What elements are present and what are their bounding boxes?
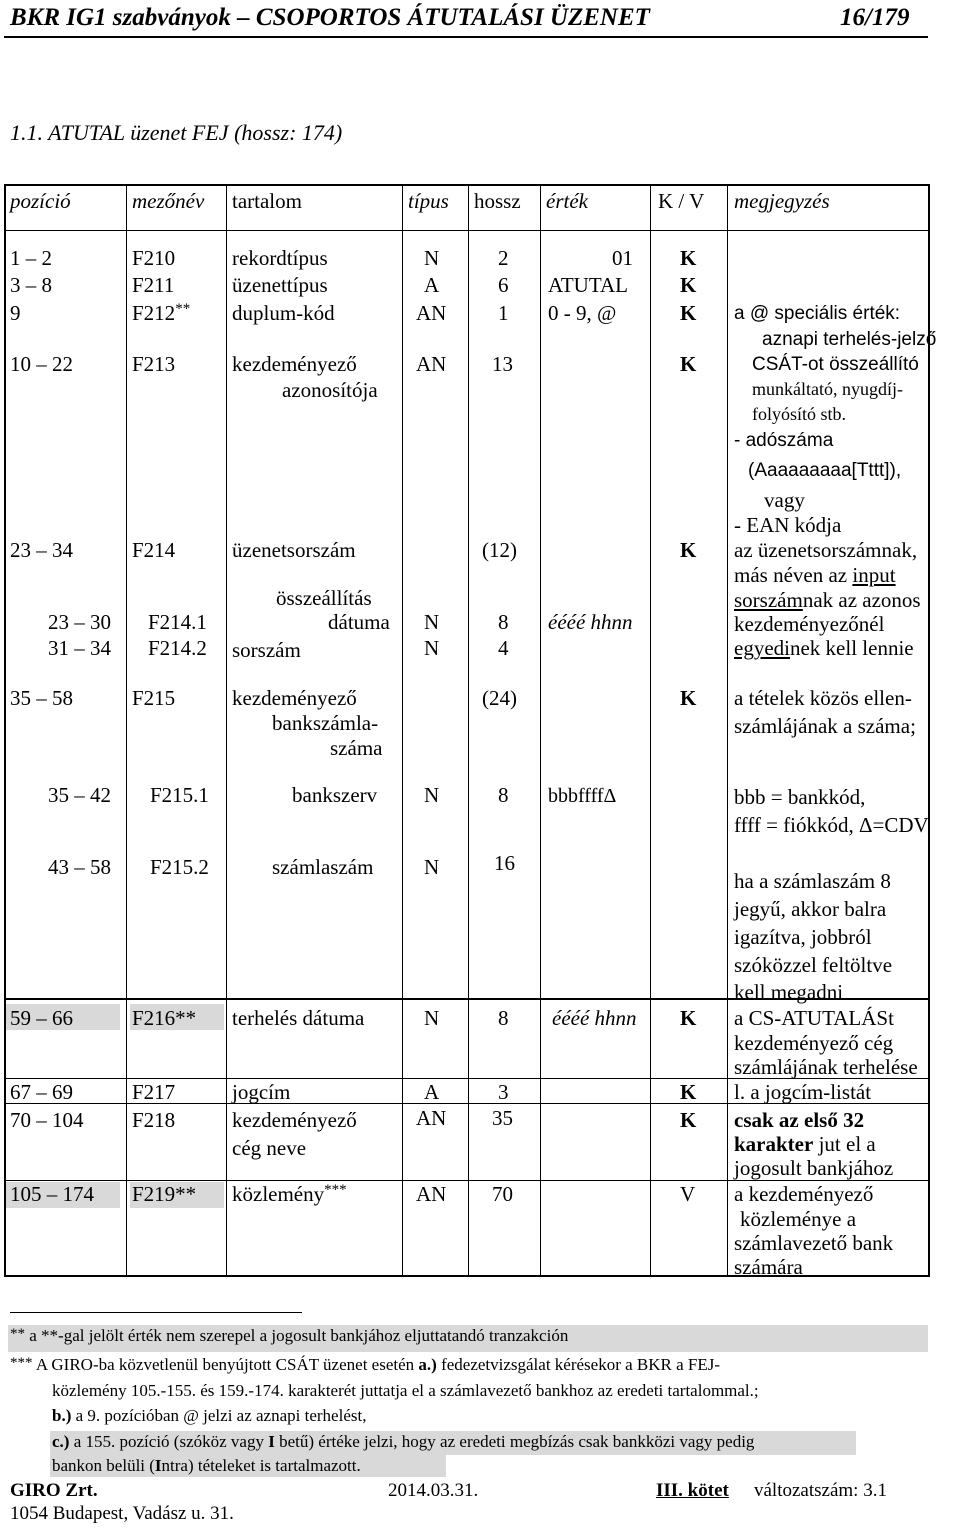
col-header-length: hossz	[474, 189, 521, 213]
row-field: F214	[132, 538, 176, 562]
row-note: ffff = fiókkód, Δ=CDV	[734, 813, 929, 837]
row-note: munkáltató, nyugdíj-	[752, 379, 903, 399]
document-title: BKR IG1 szabványok – CSOPORTOS ÁTUTALÁSI ÜZENET	[10, 4, 650, 31]
row-kv: K	[680, 246, 697, 270]
row-note: csak az első 32	[734, 1108, 865, 1132]
row-field: F218	[132, 1108, 176, 1132]
row-kv: K	[680, 1006, 697, 1030]
row-note: jogosult bankjához	[734, 1156, 894, 1180]
row-position: 31 – 34	[48, 636, 111, 660]
row-type: N	[424, 246, 440, 270]
row-length: 6	[498, 273, 509, 297]
row-note: számlájának a száma;	[734, 714, 916, 738]
row-type: N	[424, 1006, 440, 1030]
footnote-text: a 9. pozícióban @ jelzi az aznapi terhelést,	[71, 1406, 367, 1425]
row-field	[132, 301, 190, 325]
row-note: vagy	[764, 488, 805, 512]
footnote-text: b.)	[52, 1406, 72, 1425]
row-length: 2	[498, 246, 509, 270]
row-note: kezdeményezőnél	[734, 612, 885, 636]
footnote-text: betű) értéke jelzi, hogy az eredeti megbízás csak bankközi vagy pedig	[274, 1432, 755, 1451]
col-header-fieldname: mezőnév	[132, 189, 205, 213]
row-content: dátuma	[328, 610, 390, 634]
row-field: F211	[132, 273, 175, 297]
row-value: 01	[612, 246, 633, 270]
row-note: kell megadni	[734, 980, 844, 1004]
row-length: 35	[492, 1106, 513, 1130]
row-kv: K	[680, 273, 697, 297]
row-note: bbb = bankkód,	[734, 785, 866, 809]
row-note: - adószáma	[734, 430, 834, 451]
footnote-text: a.)	[418, 1355, 437, 1374]
footnote-line	[52, 1432, 754, 1452]
footer-date: 2014.03.31.	[388, 1480, 479, 1501]
row-divider	[4, 1180, 930, 1181]
row-field: F215.1	[150, 783, 209, 807]
row-type: N	[424, 855, 440, 879]
row-value: éééé hhnn	[548, 610, 633, 634]
field-superscript: **	[175, 301, 191, 317]
row-note: az üzenetsorszámnak,	[734, 538, 918, 562]
footnote-text: A GIRO-ba közvetlenül benyújtott CSÁT üzenet esetén	[35, 1355, 419, 1374]
row-note: a tételek közös ellen-	[734, 686, 912, 710]
column-divider	[126, 184, 127, 1277]
row-position: 43 – 58	[48, 855, 111, 879]
row-length: 8	[498, 610, 509, 634]
note-text: sorszám	[734, 588, 803, 612]
row-position: 1 – 2	[10, 246, 52, 270]
row-field: F215.2	[150, 855, 209, 879]
footnote-mark: ***	[10, 1355, 33, 1371]
footnote-separator	[10, 1312, 302, 1313]
row-length: 3	[498, 1080, 509, 1104]
row-note: a @ speciális érték:	[734, 303, 901, 324]
row-content: száma	[330, 736, 383, 760]
row-note	[734, 563, 896, 587]
row-content: üzenetsorszám	[232, 538, 356, 562]
row-note: közleménye a	[740, 1207, 857, 1231]
row-note: l. a jogcím-listát	[734, 1080, 872, 1104]
row-type: N	[424, 636, 440, 660]
row-content: bankszerv	[292, 783, 378, 807]
row-note: kezdeményező cég	[734, 1031, 894, 1055]
row-field: F216**	[132, 1006, 197, 1030]
column-divider	[402, 184, 403, 1277]
footnote-text: fedezetvizsgálat kérésekor a BKR a FEJ-	[436, 1355, 721, 1374]
row-length: (24)	[482, 686, 517, 710]
row-position: 3 – 8	[10, 273, 52, 297]
row-note: számlavezető bank	[734, 1231, 894, 1255]
row-length: 4	[498, 636, 509, 660]
row-field: F210	[132, 246, 176, 270]
column-divider	[540, 184, 541, 1277]
row-type: AN	[416, 1182, 447, 1206]
column-divider	[468, 184, 469, 1277]
row-note: a kezdeményező	[734, 1182, 874, 1206]
row-kv: K	[680, 1108, 697, 1132]
content-superscript: ***	[324, 1182, 347, 1198]
row-content	[232, 1182, 347, 1206]
row-value: éééé hhnn	[552, 1006, 637, 1030]
row-note: számára	[734, 1255, 803, 1279]
footnote-text: a **-gal jelölt érték nem szerepel a jogosult bankjához eljuttatandó tranzakción	[29, 1326, 569, 1345]
row-length: 8	[498, 1006, 509, 1030]
row-field: F215	[132, 686, 176, 710]
note-text: egyedi	[734, 636, 790, 660]
row-note: folyósító stb.	[752, 404, 847, 424]
row-type: A	[424, 273, 440, 297]
footnote-1	[10, 1326, 568, 1346]
footnote-line	[52, 1406, 366, 1426]
col-header-type: típus	[408, 189, 449, 213]
row-content: kezdeményező	[232, 352, 357, 376]
row-content: összeállítás	[276, 586, 372, 610]
row-length: (12)	[482, 538, 517, 562]
row-divider	[4, 230, 930, 231]
col-header-value: érték	[546, 189, 588, 213]
note-text: karakter	[734, 1132, 814, 1156]
footer-volume: III. kötet	[656, 1480, 729, 1501]
row-note: szóközzel feltöltve	[734, 953, 893, 977]
row-field: F214.1	[148, 610, 207, 634]
row-position: 23 – 30	[48, 610, 111, 634]
footer-company: GIRO Zrt.	[10, 1480, 98, 1501]
header-rule	[4, 36, 928, 38]
footnote-text: I	[154, 1456, 162, 1475]
row-note: CSÁT-ot összeállító	[752, 354, 919, 375]
row-type: AN	[416, 1106, 447, 1130]
row-type: AN	[416, 301, 447, 325]
col-header-content: tartalom	[232, 189, 302, 213]
row-kv: K	[680, 1080, 697, 1104]
footnote-line: közlemény 105.-155. és 159.-174. karakterét juttatja el a számlavezető bankhoz az eredeti tartalommal.;	[52, 1381, 759, 1400]
row-length: 1	[498, 301, 509, 325]
col-header-note: megjegyzés	[734, 189, 830, 213]
col-header-position: pozíció	[10, 189, 71, 213]
row-type: A	[424, 1080, 440, 1104]
field-name: F212	[132, 301, 176, 325]
row-length: 8	[498, 783, 509, 807]
row-note	[734, 1132, 876, 1156]
row-content: kezdeményező	[232, 1108, 357, 1132]
row-position: 67 – 69	[10, 1080, 73, 1104]
row-content: jogcím	[232, 1080, 291, 1104]
note-text: más néven az	[734, 563, 853, 587]
section-title: 1.1. ATUTAL üzenet FEJ (hossz: 174)	[10, 120, 343, 145]
row-content: üzenettípus	[232, 273, 328, 297]
row-value: bbbffffΔ	[548, 785, 617, 807]
footnote-line	[52, 1456, 361, 1476]
row-field: F219**	[132, 1182, 197, 1206]
row-field: F214.2	[148, 636, 207, 660]
content-text: közlemény	[232, 1182, 325, 1206]
row-position: 35 – 58	[10, 686, 73, 710]
row-position: 70 – 104	[10, 1108, 84, 1132]
row-field: F213	[132, 352, 176, 376]
row-note: számlájának terhelése	[734, 1055, 918, 1079]
row-content: kezdeményező	[232, 686, 357, 710]
note-text: jut el a	[813, 1132, 876, 1156]
row-value: 0 - 9, @	[548, 301, 617, 325]
row-content: sorszám	[232, 638, 301, 662]
row-content: terhelés dátuma	[232, 1006, 365, 1030]
footer-version: változatszám: 3.1	[754, 1480, 887, 1501]
row-type: N	[424, 783, 440, 807]
footnote-mark: **	[10, 1326, 25, 1342]
row-note	[734, 636, 914, 660]
row-field: F217	[132, 1080, 176, 1104]
note-text: nek kell lennie	[789, 636, 914, 660]
row-kv: V	[680, 1182, 696, 1206]
footer-address: 1054 Budapest, Vadász u. 31.	[10, 1503, 234, 1524]
row-length: 13	[492, 352, 513, 376]
row-note: ha a számlaszám 8	[734, 869, 891, 893]
row-note: aznapi terhelés-jelző	[762, 329, 937, 350]
row-kv: K	[680, 301, 697, 325]
note-text: nak az azonos	[802, 588, 921, 612]
row-position: 23 – 34	[10, 538, 73, 562]
row-content: duplum-kód	[232, 301, 335, 325]
footnote-text: c.)	[52, 1432, 70, 1451]
note-text: input	[852, 563, 896, 587]
col-header-kv: K / V	[658, 189, 705, 213]
row-length: 70	[492, 1182, 513, 1206]
column-divider	[727, 184, 728, 1277]
footnote-text: ntra) tételeket is tartalmazott.	[161, 1456, 361, 1475]
row-note: igazítva, jobbról	[734, 925, 872, 949]
row-note: - EAN kódja	[734, 513, 842, 537]
row-note: a CS-ATUTALÁSt	[734, 1006, 894, 1030]
column-divider	[650, 184, 651, 1277]
row-position: 35 – 42	[48, 783, 111, 807]
footnote-2	[10, 1355, 720, 1375]
row-note: (Aaaaaaaaa[Tttt]),	[748, 460, 902, 481]
row-type: N	[424, 610, 440, 634]
row-position: 10 – 22	[10, 352, 73, 376]
row-content: számlaszám	[272, 855, 374, 879]
row-position: 9	[10, 301, 21, 325]
column-divider	[226, 184, 227, 1277]
row-position: 105 – 174	[10, 1182, 94, 1206]
row-content: azonosítója	[282, 378, 378, 402]
row-value: ATUTAL	[548, 273, 628, 297]
row-type: AN	[416, 352, 447, 376]
row-content: rekordtípus	[232, 246, 328, 270]
row-content: cég neve	[232, 1136, 307, 1160]
row-kv: K	[680, 538, 697, 562]
row-kv: K	[680, 686, 697, 710]
row-kv: K	[680, 352, 697, 376]
row-length: 16	[494, 851, 515, 875]
row-note: jegyű, akkor balra	[734, 897, 887, 921]
row-position: 59 – 66	[10, 1006, 73, 1030]
footnote-text: I	[268, 1432, 275, 1451]
row-note	[734, 588, 921, 612]
footnote-text: a 155. pozíció (szóköz vagy	[69, 1432, 269, 1451]
footnote-text: bankon belüli (	[52, 1456, 155, 1475]
row-content: bankszámla-	[272, 711, 379, 735]
page-number: 16/179	[840, 4, 910, 31]
